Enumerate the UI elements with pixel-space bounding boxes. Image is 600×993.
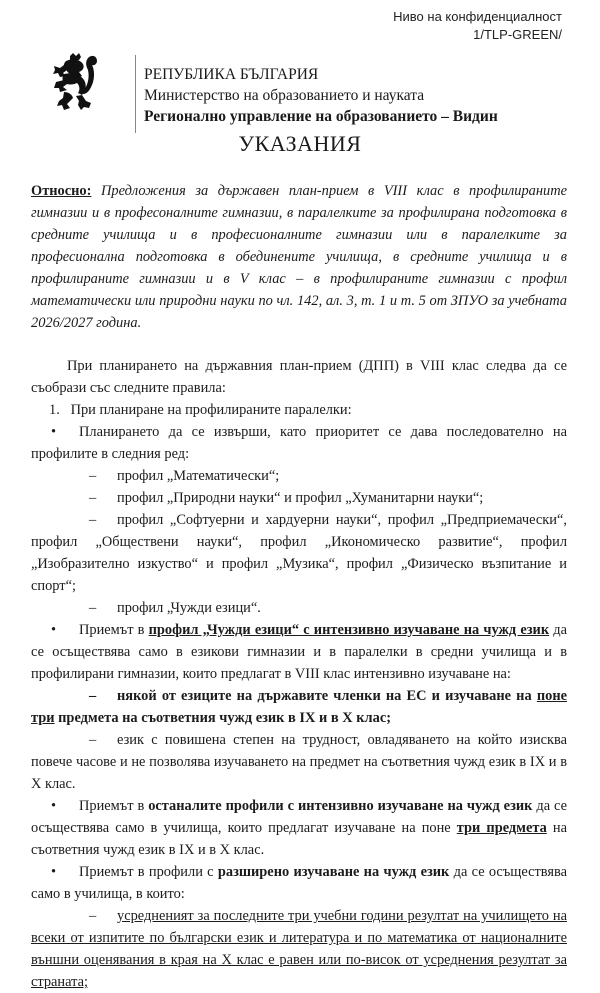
profile-text: профил „Природни науки“ и профил „Хуманитарни науки“; bbox=[117, 490, 484, 506]
bullet-text: да се осъществява само в училища, които предлагат изучаване на поне bbox=[31, 798, 567, 836]
item-number: 1. bbox=[49, 402, 60, 418]
profile-item bbox=[31, 509, 567, 597]
item-text: предмета на съответния чужд език в IX и в X клас; bbox=[54, 710, 392, 726]
profile-text: профил „Математически“; bbox=[117, 468, 280, 484]
profile-item bbox=[31, 597, 567, 619]
bullet-text: Приемът в профили с bbox=[79, 864, 218, 880]
ministry-name: Министерство на образованието и науката bbox=[144, 87, 425, 104]
bullet-extended-study bbox=[31, 861, 567, 905]
confidentiality-level: Ниво на конфиденциалност bbox=[393, 9, 562, 24]
national-assessment-item bbox=[31, 905, 567, 993]
difficult-language-item bbox=[31, 729, 567, 795]
bullet-emphasis: разширено изучаване на чужд език bbox=[217, 864, 450, 880]
dash-icon: – bbox=[89, 512, 97, 528]
bullet-priority bbox=[31, 421, 567, 465]
profile-item bbox=[31, 487, 567, 509]
bullet-text: да се осъществява само в училища, в които: bbox=[31, 864, 567, 902]
bullet-emphasis: останалите профили с интензивно изучаване на чужд език bbox=[148, 798, 533, 814]
document-title: УКАЗАНИЯ bbox=[238, 131, 362, 156]
profile-text: профил „Софтуерни и хардуерни науки“, профил „Предприемачески“, профил „Обществени науки“, профил „Икономическо развитие“, профил „Изобразително изкуство“ и профил „Музика“, профил „Физическо възпитание и спорт“; bbox=[31, 512, 567, 594]
header-divider bbox=[135, 55, 136, 133]
bullet-text: Приемът в bbox=[79, 798, 149, 814]
profile-text: профил „Чужди езици“. bbox=[117, 600, 261, 616]
subject-paragraph bbox=[31, 180, 567, 334]
country-name: РЕПУБЛИКА БЪЛГАРИЯ bbox=[144, 66, 319, 83]
item-emphasis: поне три bbox=[31, 688, 567, 726]
item-text: език с повишена степен на трудност, овладяването на който изисква повече часове и не позволява изучаването на предмет на съответния чужд език в IX и в X клас. bbox=[31, 732, 567, 792]
bullet-emphasis: профил „Чужди езици“ с интензивно изучаване на чужд език bbox=[148, 622, 550, 638]
confidentiality-code: 1/TLP-GREEN/ bbox=[473, 27, 562, 42]
organization-header bbox=[144, 64, 498, 127]
intro-paragraph: При планирането на държавния план-прием (ДПП) в VIII клас следва да се съобрази със следните правила: bbox=[31, 358, 567, 396]
item-text: усредненият за последните три учебни години резултат на училището на всеки от изпитите по български език и литература и по математика от националните външни оценявания в края на X клас е равен или по-висок от усреднения резултат за страната; bbox=[31, 908, 567, 990]
eu-language-item bbox=[31, 685, 567, 729]
numbered-item bbox=[31, 399, 567, 421]
subject-label: Относно: bbox=[31, 183, 92, 199]
regional-office-name: Регионално управление на образованието – Видин bbox=[144, 108, 498, 125]
document-body bbox=[31, 180, 567, 993]
bullet-icon: • bbox=[51, 622, 57, 638]
confidentiality-marking bbox=[393, 8, 562, 44]
dash-icon: – bbox=[89, 688, 97, 704]
dash-icon: – bbox=[89, 600, 97, 616]
dash-icon: – bbox=[89, 908, 97, 924]
dash-icon: – bbox=[89, 732, 97, 748]
item-text: При планиране на профилираните паралелки: bbox=[70, 402, 352, 418]
bullet-emphasis: три предмета bbox=[456, 820, 547, 836]
bullet-foreign-languages-profile bbox=[31, 619, 567, 685]
profile-item bbox=[31, 465, 567, 487]
bullet-icon: • bbox=[51, 798, 57, 814]
dash-icon: – bbox=[89, 490, 97, 506]
bullet-icon: • bbox=[51, 424, 57, 440]
bullet-icon: • bbox=[51, 864, 57, 880]
bullet-text: на съответния чужд език в IX и в X клас. bbox=[31, 820, 568, 858]
coat-of-arms-lion-icon bbox=[50, 52, 102, 116]
bullet-text: Планирането да се извърши, като приоритет се дава последователно на профилите в следния ред: bbox=[31, 424, 567, 462]
dash-icon: – bbox=[89, 468, 97, 484]
subject-text: Предложения за държавен план-прием в VIII клас в профилираните гимназии и в професоналните гимназии, в паралелките за профилирана подготовка в средните училища и в професионалните гимназии или в паралелките за професионална подготовка в обединените училища, в средните училища и в профилираните гимназии и в V клас – в профилираните гимназии с профил математически или природни науки по чл. 142, ал. 3, т. 1 и т. 5 от ЗПУО за учебната 2026/2027 година. bbox=[31, 183, 567, 331]
item-text: някой от езиците на държавите членки на ЕС и изучаване на bbox=[117, 688, 537, 704]
bullet-text: Приемът в bbox=[79, 622, 149, 638]
bullet-other-profiles bbox=[31, 795, 567, 861]
bullet-text: да се осъществява само в езикови гимназии и в паралелки в средни училища и в профилирани гимназии, които предлагат в VIII клас интензивно изучаване на: bbox=[31, 622, 567, 682]
